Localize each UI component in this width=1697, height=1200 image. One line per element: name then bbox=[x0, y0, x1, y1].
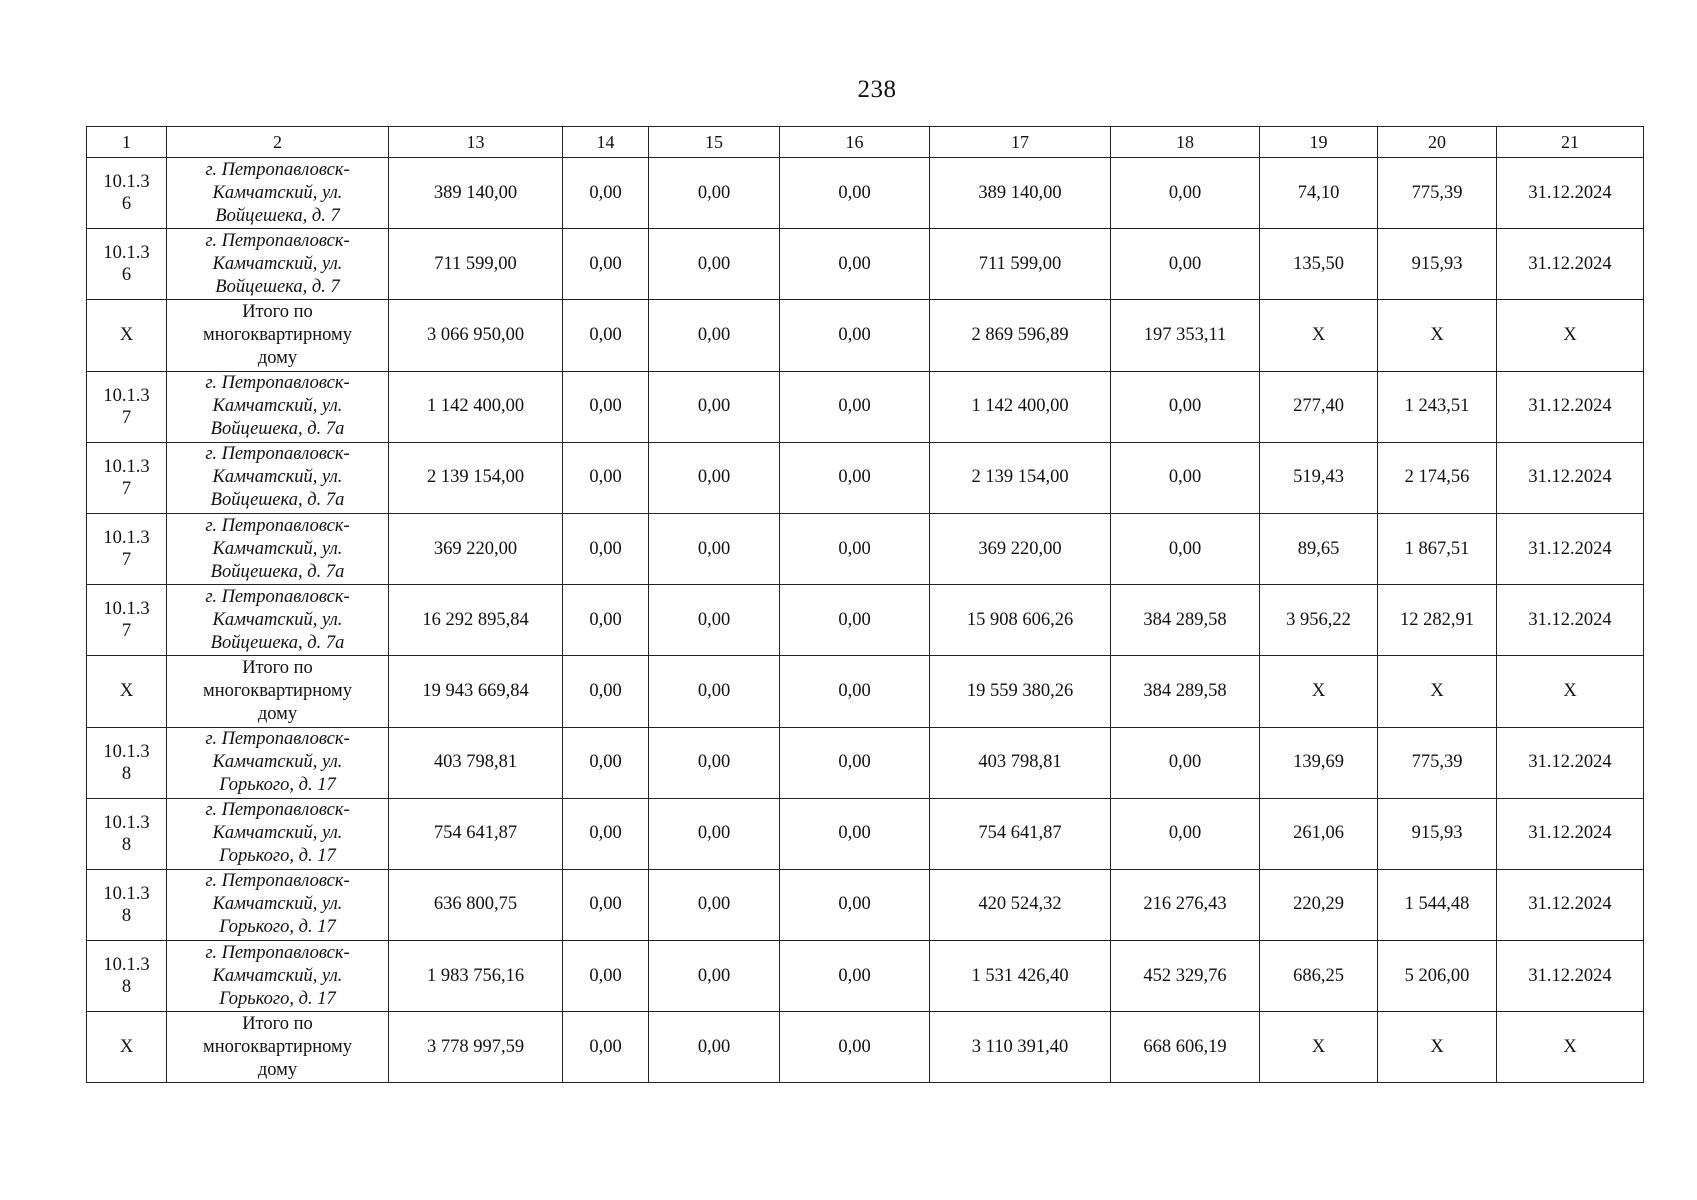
address-cell bbox=[167, 371, 389, 442]
value-cell-col-21: 31.12.2024 bbox=[1497, 158, 1644, 229]
address-line: г. Петропавловск- bbox=[205, 942, 350, 963]
value-cell-col-18: 216 276,43 bbox=[1111, 869, 1260, 940]
item-number-line: 6 bbox=[121, 194, 132, 215]
value-cell-col-14: 0,00 bbox=[563, 1012, 649, 1083]
item-number-cell bbox=[87, 585, 167, 656]
value-cell-col-14: 0,00 bbox=[563, 727, 649, 798]
column-header: 17 bbox=[930, 127, 1111, 158]
column-header: 16 bbox=[780, 127, 930, 158]
address-line: Камчатский, ул. bbox=[212, 752, 343, 773]
address-line: Горького, д. 17 bbox=[219, 917, 336, 938]
total-label-cell bbox=[167, 300, 389, 371]
item-number-cell bbox=[87, 941, 167, 1012]
address-line: Горького, д. 17 bbox=[219, 988, 336, 1009]
value-cell-col-13: 403 798,81 bbox=[389, 727, 563, 798]
item-number-cell bbox=[87, 513, 167, 584]
value-cell-col-15: 0,00 bbox=[649, 941, 780, 1012]
value-cell-col-15: 0,00 bbox=[649, 300, 780, 371]
value-cell-col-13: 16 292 895,84 bbox=[389, 585, 563, 656]
table-row bbox=[87, 513, 1644, 584]
value-cell-col-18: 0,00 bbox=[1111, 442, 1260, 513]
value-cell-col-19: 277,40 bbox=[1260, 371, 1378, 442]
value-cell-col-17: 1 531 426,40 bbox=[930, 941, 1111, 1012]
address-line: г. Петропавловск- bbox=[205, 729, 350, 750]
value-cell-col-21: 31.12.2024 bbox=[1497, 513, 1644, 584]
address-line: Итого по bbox=[242, 301, 313, 322]
value-cell-col-20: 1 867,51 bbox=[1378, 513, 1497, 584]
value-cell-col-17: 754 641,87 bbox=[930, 798, 1111, 869]
value-cell-col-16: 0,00 bbox=[780, 585, 930, 656]
value-cell-col-14: 0,00 bbox=[563, 300, 649, 371]
address-line: г. Петропавловск- bbox=[205, 159, 350, 180]
value-cell-col-20: 12 282,91 bbox=[1378, 585, 1497, 656]
address-line: г. Петропавловск- bbox=[205, 586, 350, 607]
value-cell-col-20: X bbox=[1378, 656, 1497, 727]
value-cell-col-19: 220,29 bbox=[1260, 869, 1378, 940]
item-number-cell bbox=[87, 727, 167, 798]
address-cell bbox=[167, 513, 389, 584]
value-cell-col-18: 0,00 bbox=[1111, 798, 1260, 869]
value-cell-col-13: 3 778 997,59 bbox=[389, 1012, 563, 1083]
value-cell-col-21: 31.12.2024 bbox=[1497, 798, 1644, 869]
value-cell-col-14: 0,00 bbox=[563, 158, 649, 229]
value-cell-col-21: 31.12.2024 bbox=[1497, 941, 1644, 1012]
item-number-line: X bbox=[119, 1037, 134, 1058]
value-cell-col-21: X bbox=[1497, 300, 1644, 371]
value-cell-col-21: X bbox=[1497, 1012, 1644, 1083]
item-number-cell bbox=[87, 371, 167, 442]
address-line: Камчатский, ул. bbox=[212, 609, 343, 630]
address-cell bbox=[167, 727, 389, 798]
address-line: г. Петропавловск- bbox=[205, 515, 350, 536]
item-number-line: 10.1.3 bbox=[103, 456, 150, 477]
value-cell-col-13: 754 641,87 bbox=[389, 798, 563, 869]
value-cell-col-16: 0,00 bbox=[780, 229, 930, 300]
value-cell-col-18: 0,00 bbox=[1111, 727, 1260, 798]
address-line: многоквартирному bbox=[203, 1036, 352, 1057]
item-number-line: X bbox=[119, 325, 134, 346]
value-cell-col-15: 0,00 bbox=[649, 229, 780, 300]
value-cell-col-17: 403 798,81 bbox=[930, 727, 1111, 798]
item-number-line: 7 bbox=[121, 621, 132, 642]
value-cell-col-13: 3 066 950,00 bbox=[389, 300, 563, 371]
value-cell-col-17: 15 908 606,26 bbox=[930, 585, 1111, 656]
value-cell-col-16: 0,00 bbox=[780, 513, 930, 584]
address-cell bbox=[167, 229, 389, 300]
value-cell-col-16: 0,00 bbox=[780, 371, 930, 442]
value-cell-col-17: 3 110 391,40 bbox=[930, 1012, 1111, 1083]
address-cell bbox=[167, 798, 389, 869]
value-cell-col-20: X bbox=[1378, 1012, 1497, 1083]
value-cell-col-19: 3 956,22 bbox=[1260, 585, 1378, 656]
address-line: Войцешека, д. 7а bbox=[210, 561, 345, 582]
table-row bbox=[87, 585, 1644, 656]
column-header: 21 bbox=[1497, 127, 1644, 158]
value-cell-col-14: 0,00 bbox=[563, 656, 649, 727]
address-line: Камчатский, ул. bbox=[212, 965, 343, 986]
item-number-line: 10.1.3 bbox=[103, 883, 150, 904]
value-cell-col-16: 0,00 bbox=[780, 442, 930, 513]
address-line: Итого по bbox=[242, 657, 313, 678]
address-line: г. Петропавловск- bbox=[205, 444, 350, 465]
column-header: 15 bbox=[649, 127, 780, 158]
value-cell-col-13: 1 983 756,16 bbox=[389, 941, 563, 1012]
value-cell-col-15: 0,00 bbox=[649, 1012, 780, 1083]
value-cell-col-15: 0,00 bbox=[649, 371, 780, 442]
table-row bbox=[87, 869, 1644, 940]
value-cell-col-19: 139,69 bbox=[1260, 727, 1378, 798]
address-line: дому bbox=[257, 347, 298, 368]
address-line: г. Петропавловск- bbox=[205, 871, 350, 892]
address-line: Войцешека, д. 7а bbox=[210, 419, 345, 440]
item-number-line: 6 bbox=[121, 265, 132, 286]
value-cell-col-17: 2 139 154,00 bbox=[930, 442, 1111, 513]
value-cell-col-14: 0,00 bbox=[563, 798, 649, 869]
value-cell-col-18: 384 289,58 bbox=[1111, 656, 1260, 727]
value-cell-col-18: 197 353,11 bbox=[1111, 300, 1260, 371]
value-cell-col-21: X bbox=[1497, 656, 1644, 727]
value-cell-col-19: X bbox=[1260, 300, 1378, 371]
table-row bbox=[87, 941, 1644, 1012]
column-header: 2 bbox=[167, 127, 389, 158]
value-cell-col-20: 915,93 bbox=[1378, 229, 1497, 300]
value-cell-col-13: 1 142 400,00 bbox=[389, 371, 563, 442]
table-row bbox=[87, 371, 1644, 442]
item-number-cell bbox=[87, 798, 167, 869]
value-cell-col-20: 5 206,00 bbox=[1378, 941, 1497, 1012]
value-cell-col-15: 0,00 bbox=[649, 513, 780, 584]
value-cell-col-15: 0,00 bbox=[649, 442, 780, 513]
value-cell-col-19: 261,06 bbox=[1260, 798, 1378, 869]
value-cell-col-13: 2 139 154,00 bbox=[389, 442, 563, 513]
value-cell-col-18: 0,00 bbox=[1111, 229, 1260, 300]
value-cell-col-13: 711 599,00 bbox=[389, 229, 563, 300]
value-cell-col-14: 0,00 bbox=[563, 442, 649, 513]
address-line: Итого по bbox=[242, 1013, 313, 1034]
address-cell bbox=[167, 442, 389, 513]
table-row bbox=[87, 656, 1644, 727]
value-cell-col-16: 0,00 bbox=[780, 300, 930, 371]
value-cell-col-17: 19 559 380,26 bbox=[930, 656, 1111, 727]
address-line: Войцешека, д. 7 bbox=[215, 276, 340, 297]
item-number-cell bbox=[87, 869, 167, 940]
value-cell-col-18: 452 329,76 bbox=[1111, 941, 1260, 1012]
item-number-line: 8 bbox=[121, 834, 132, 855]
value-cell-col-13: 389 140,00 bbox=[389, 158, 563, 229]
data-table bbox=[86, 126, 1644, 1083]
item-number-line: 10.1.3 bbox=[103, 599, 150, 620]
item-number-cell bbox=[87, 300, 167, 371]
value-cell-col-18: 0,00 bbox=[1111, 371, 1260, 442]
value-cell-col-15: 0,00 bbox=[649, 798, 780, 869]
value-cell-col-13: 369 220,00 bbox=[389, 513, 563, 584]
address-cell bbox=[167, 869, 389, 940]
table-row bbox=[87, 798, 1644, 869]
value-cell-col-18: 384 289,58 bbox=[1111, 585, 1260, 656]
value-cell-col-15: 0,00 bbox=[649, 727, 780, 798]
value-cell-col-19: 519,43 bbox=[1260, 442, 1378, 513]
value-cell-col-17: 2 869 596,89 bbox=[930, 300, 1111, 371]
value-cell-col-17: 1 142 400,00 bbox=[930, 371, 1111, 442]
value-cell-col-19: X bbox=[1260, 1012, 1378, 1083]
item-number-cell bbox=[87, 656, 167, 727]
item-number-cell bbox=[87, 229, 167, 300]
value-cell-col-21: 31.12.2024 bbox=[1497, 442, 1644, 513]
value-cell-col-21: 31.12.2024 bbox=[1497, 585, 1644, 656]
table-row bbox=[87, 229, 1644, 300]
value-cell-col-13: 19 943 669,84 bbox=[389, 656, 563, 727]
item-number-line: 7 bbox=[121, 550, 132, 571]
value-cell-col-14: 0,00 bbox=[563, 371, 649, 442]
table-row bbox=[87, 727, 1644, 798]
address-line: дому bbox=[257, 1059, 298, 1080]
total-label-cell bbox=[167, 1012, 389, 1083]
value-cell-col-21: 31.12.2024 bbox=[1497, 371, 1644, 442]
value-cell-col-14: 0,00 bbox=[563, 513, 649, 584]
item-number-line: 10.1.3 bbox=[103, 385, 150, 406]
value-cell-col-17: 389 140,00 bbox=[930, 158, 1111, 229]
value-cell-col-20: 2 174,56 bbox=[1378, 442, 1497, 513]
item-number-line: 10.1.3 bbox=[103, 528, 150, 549]
item-number-line: 7 bbox=[121, 407, 132, 428]
value-cell-col-14: 0,00 bbox=[563, 941, 649, 1012]
value-cell-col-21: 31.12.2024 bbox=[1497, 869, 1644, 940]
item-number-line: 10.1.3 bbox=[103, 812, 150, 833]
item-number-line: 7 bbox=[121, 478, 132, 499]
address-line: многоквартирному bbox=[203, 680, 352, 701]
address-line: Войцешека, д. 7а bbox=[210, 490, 345, 511]
value-cell-col-15: 0,00 bbox=[649, 869, 780, 940]
item-number-cell bbox=[87, 1012, 167, 1083]
address-line: многоквартирному bbox=[203, 324, 352, 345]
item-number-line: 10.1.3 bbox=[103, 243, 150, 264]
column-header: 19 bbox=[1260, 127, 1378, 158]
value-cell-col-16: 0,00 bbox=[780, 798, 930, 869]
address-line: Войцешека, д. 7 bbox=[215, 205, 340, 226]
value-cell-col-16: 0,00 bbox=[780, 941, 930, 1012]
column-header: 1 bbox=[87, 127, 167, 158]
table-row bbox=[87, 158, 1644, 229]
item-number-cell bbox=[87, 158, 167, 229]
value-cell-col-20: 915,93 bbox=[1378, 798, 1497, 869]
total-label-cell bbox=[167, 656, 389, 727]
value-cell-col-18: 0,00 bbox=[1111, 513, 1260, 584]
value-cell-col-17: 420 524,32 bbox=[930, 869, 1111, 940]
address-cell bbox=[167, 158, 389, 229]
address-line: Камчатский, ул. bbox=[212, 253, 343, 274]
value-cell-col-16: 0,00 bbox=[780, 1012, 930, 1083]
address-line: Камчатский, ул. bbox=[212, 467, 343, 488]
value-cell-col-16: 0,00 bbox=[780, 656, 930, 727]
value-cell-col-20: X bbox=[1378, 300, 1497, 371]
page-number: 238 bbox=[857, 76, 897, 103]
address-line: Камчатский, ул. bbox=[212, 894, 343, 915]
item-number-line: 10.1.3 bbox=[103, 955, 150, 976]
column-header: 13 bbox=[389, 127, 563, 158]
address-line: г. Петропавловск- bbox=[205, 373, 350, 394]
value-cell-col-20: 1 544,48 bbox=[1378, 869, 1497, 940]
item-number-line: 8 bbox=[121, 977, 132, 998]
address-line: Горького, д. 17 bbox=[219, 846, 336, 867]
address-cell bbox=[167, 941, 389, 1012]
value-cell-col-15: 0,00 bbox=[649, 585, 780, 656]
column-header: 20 bbox=[1378, 127, 1497, 158]
address-line: Камчатский, ул. bbox=[212, 538, 343, 559]
address-line: Камчатский, ул. bbox=[212, 823, 343, 844]
item-number-line: 10.1.3 bbox=[103, 741, 150, 762]
value-cell-col-19: 686,25 bbox=[1260, 941, 1378, 1012]
value-cell-col-19: 135,50 bbox=[1260, 229, 1378, 300]
value-cell-col-21: 31.12.2024 bbox=[1497, 727, 1644, 798]
value-cell-col-19: 89,65 bbox=[1260, 513, 1378, 584]
value-cell-col-15: 0,00 bbox=[649, 158, 780, 229]
value-cell-col-14: 0,00 bbox=[563, 869, 649, 940]
value-cell-col-17: 711 599,00 bbox=[930, 229, 1111, 300]
value-cell-col-20: 775,39 bbox=[1378, 158, 1497, 229]
value-cell-col-19: X bbox=[1260, 656, 1378, 727]
address-line: дому bbox=[257, 703, 298, 724]
value-cell-col-14: 0,00 bbox=[563, 585, 649, 656]
address-line: Войцешека, д. 7а bbox=[210, 632, 345, 653]
table-row bbox=[87, 1012, 1644, 1083]
item-number-line: X bbox=[119, 681, 134, 702]
value-cell-col-14: 0,00 bbox=[563, 229, 649, 300]
item-number-line: 8 bbox=[121, 763, 132, 784]
item-number-cell bbox=[87, 442, 167, 513]
value-cell-col-18: 668 606,19 bbox=[1111, 1012, 1260, 1083]
value-cell-col-17: 369 220,00 bbox=[930, 513, 1111, 584]
address-line: Камчатский, ул. bbox=[212, 396, 343, 417]
value-cell-col-21: 31.12.2024 bbox=[1497, 229, 1644, 300]
value-cell-col-19: 74,10 bbox=[1260, 158, 1378, 229]
value-cell-col-16: 0,00 bbox=[780, 158, 930, 229]
value-cell-col-15: 0,00 bbox=[649, 656, 780, 727]
table-body bbox=[87, 158, 1644, 1083]
item-number-line: 10.1.3 bbox=[103, 172, 150, 193]
column-header: 14 bbox=[563, 127, 649, 158]
address-line: г. Петропавловск- bbox=[205, 230, 350, 251]
table-row bbox=[87, 442, 1644, 513]
address-line: Горького, д. 17 bbox=[219, 775, 336, 796]
column-header: 18 bbox=[1111, 127, 1260, 158]
value-cell-col-20: 1 243,51 bbox=[1378, 371, 1497, 442]
header-row bbox=[87, 127, 1644, 158]
value-cell-col-13: 636 800,75 bbox=[389, 869, 563, 940]
value-cell-col-20: 775,39 bbox=[1378, 727, 1497, 798]
address-cell bbox=[167, 585, 389, 656]
address-line: Камчатский, ул. bbox=[212, 182, 343, 203]
table-row bbox=[87, 300, 1644, 371]
address-line: г. Петропавловск- bbox=[205, 800, 350, 821]
value-cell-col-16: 0,00 bbox=[780, 727, 930, 798]
value-cell-col-18: 0,00 bbox=[1111, 158, 1260, 229]
value-cell-col-16: 0,00 bbox=[780, 869, 930, 940]
item-number-line: 8 bbox=[121, 905, 132, 926]
